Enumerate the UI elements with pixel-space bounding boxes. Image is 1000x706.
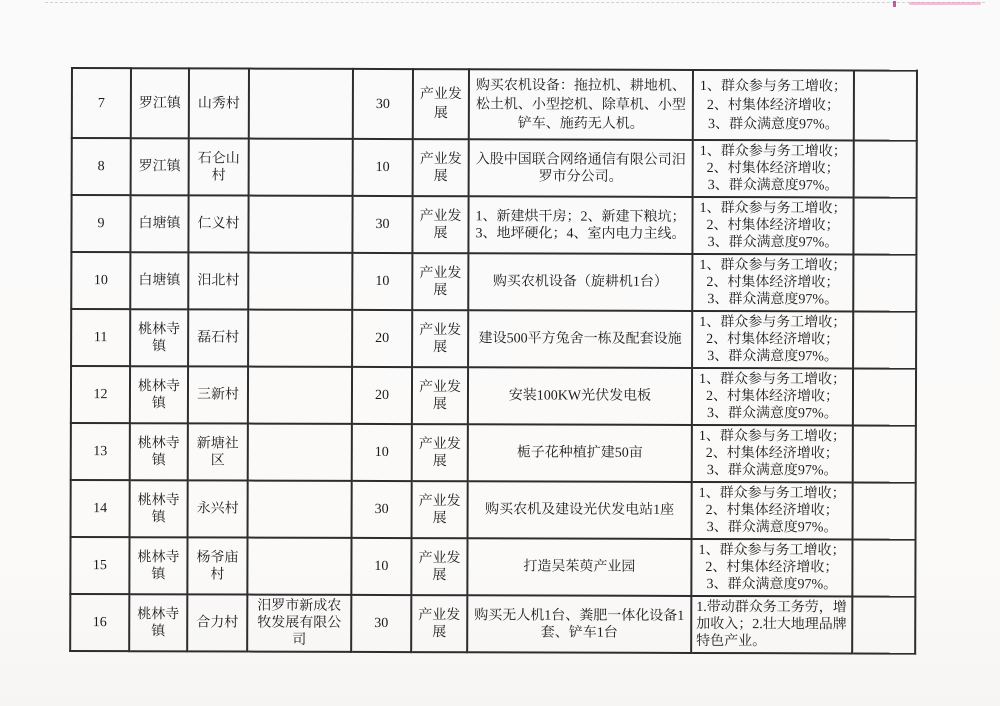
cell-company: 汨罗市新成农牧发展有限公司: [247, 595, 351, 652]
cell-no: 11: [71, 309, 130, 366]
pink-streak-artifact: [909, 2, 981, 5]
cell-category: 产业发展: [412, 253, 468, 310]
cell-note: [853, 254, 916, 311]
cell-outcomes: 1、群众参与务工增收； 2、村集体经济增收； 3、群众满意度97%。: [692, 368, 853, 426]
table-row: [71, 309, 916, 369]
cell-category: 产业发展: [412, 196, 468, 253]
cell-category: 产业发展: [413, 69, 469, 139]
cell-project: 购买无人机1台、粪肥一体化设备1套、铲车1台: [467, 595, 691, 653]
cell-note: [853, 368, 916, 425]
cell-village: 新塘社区: [188, 423, 248, 480]
cell-outcomes: 1、群众参与务工增收； 2、村集体经济增收； 3、群众满意度97%。: [691, 539, 852, 597]
cell-category: 产业发展: [412, 310, 468, 367]
cell-note: [853, 425, 916, 482]
cell-company: [249, 139, 353, 196]
cell-note: [852, 539, 915, 596]
cell-amount: 10: [352, 424, 412, 481]
cell-project: 1、新建烘干房；2、新建下粮坑；3、地坪硬化；4、室内电力主线。: [468, 196, 692, 254]
cell-project: 打造吴茱萸产业园: [467, 538, 691, 596]
funding-projects-table: [69, 67, 918, 655]
cell-town: 桃林寺镇: [129, 537, 187, 594]
cell-company: [248, 196, 352, 253]
cell-no: 7: [72, 68, 131, 138]
cell-category: 产业发展: [412, 367, 468, 424]
cell-project: 栀子花种植扩建50亩: [468, 424, 692, 482]
cell-town: 罗江镇: [131, 68, 189, 138]
cell-outcomes: 1、群众参与务工增收； 2、村集体经济增收； 3、群众满意度97%。: [692, 197, 853, 255]
table-row: [71, 252, 916, 312]
cell-no: 9: [71, 195, 130, 252]
cell-town: 桃林寺镇: [130, 366, 188, 423]
cell-town: 白塘镇: [130, 195, 188, 252]
cell-company: [248, 253, 352, 310]
cell-note: [854, 70, 917, 140]
cell-outcomes: 1、群众参与务工增收； 2、村集体经济增收； 3、群众满意度97%。: [692, 254, 853, 312]
cell-village: 三新村: [188, 366, 248, 423]
cell-amount: 30: [353, 69, 413, 139]
cell-town: 桃林寺镇: [129, 594, 187, 651]
cell-town: 桃林寺镇: [130, 480, 188, 537]
cell-outcomes: 1、群众参与务工增收； 2、村集体经济增收； 3、群众满意度97%。: [693, 140, 854, 198]
cell-village: 仁义村: [188, 195, 248, 252]
cell-project: 购买农机及建设光伏发电站1座: [468, 481, 692, 539]
magenta-mark-artifact: [893, 1, 896, 7]
cell-outcomes: 1、群众参与务工增收； 2、村集体经济增收； 3、群众满意度97%。: [693, 70, 854, 141]
table-row: [71, 195, 916, 255]
cell-note: [852, 596, 915, 653]
cell-note: [854, 140, 917, 197]
cell-town: 桃林寺镇: [130, 423, 188, 480]
cell-company: [248, 481, 352, 538]
cell-no: 15: [70, 537, 129, 594]
table-body: [70, 68, 917, 654]
cell-company: [248, 424, 352, 481]
cell-amount: 20: [352, 367, 412, 424]
table-row: [71, 423, 916, 483]
cell-project: 入股中国联合网络通信有限公司汨罗市分公司。: [469, 139, 693, 197]
cell-no: 8: [72, 138, 131, 195]
table-row: [70, 594, 915, 654]
cell-project: 安装100KW光伏发电板: [468, 367, 692, 425]
cell-note: [853, 482, 916, 539]
cell-category: 产业发展: [411, 595, 467, 652]
cell-village: 石仑山村: [189, 138, 249, 195]
cell-company: [248, 367, 352, 424]
cell-village: 杨爷庙村: [187, 537, 247, 594]
cell-no: 10: [71, 252, 130, 309]
cell-amount: 10: [353, 139, 413, 196]
cell-category: 产业发展: [412, 481, 468, 538]
cell-project: 建设500平方兔舍一栋及配套设施: [468, 310, 692, 368]
cell-village: 山秀村: [189, 68, 249, 138]
cell-amount: 10: [352, 253, 412, 310]
cell-no: 14: [71, 480, 130, 537]
cell-amount: 20: [352, 310, 412, 367]
cell-village: 磊石村: [188, 309, 248, 366]
cell-amount: 30: [351, 595, 411, 652]
cell-town: 白塘镇: [130, 252, 188, 309]
cell-company: [248, 310, 352, 367]
cell-company: [249, 69, 353, 139]
cell-town: 罗江镇: [131, 138, 189, 195]
cell-outcomes: 1、群众参与务工增收； 2、村集体经济增收； 3、群众满意度97%。: [692, 425, 853, 483]
table-row: [70, 537, 915, 597]
cell-note: [853, 311, 916, 368]
cell-village: 合力村: [187, 594, 247, 651]
cell-town: 桃林寺镇: [130, 309, 188, 366]
cell-no: 13: [71, 423, 130, 480]
cell-category: 产业发展: [412, 424, 468, 481]
cell-project: 购买农机设备：拖拉机、耕地机、松土机、小型挖机、除草机、小型铲车、施药无人机。: [469, 69, 693, 140]
cell-village: 汨北村: [188, 252, 248, 309]
cell-company: [247, 538, 351, 595]
table-row: [72, 68, 917, 141]
cell-outcomes: 1、群众参与务工增收； 2、村集体经济增收； 3、群众满意度97%。: [692, 311, 853, 369]
cell-no: 16: [70, 594, 129, 651]
cell-outcomes: 1、群众参与务工增收； 2、村集体经济增收； 3、群众满意度97%。: [692, 482, 853, 540]
scan-streak-artifact: [45, 2, 985, 3]
cell-outcomes: 1.带动群众务工务劳，增加收入；2.壮大地理品牌特色产业。: [691, 596, 852, 654]
cell-amount: 10: [351, 538, 411, 595]
cell-category: 产业发展: [413, 139, 469, 196]
cell-note: [853, 197, 916, 254]
cell-village: 永兴村: [188, 480, 248, 537]
cell-amount: 30: [352, 481, 412, 538]
table-row: [72, 138, 917, 198]
cell-project: 购买农机设备（旋耕机1台）: [468, 253, 692, 311]
cell-no: 12: [71, 366, 130, 423]
table-row: [71, 366, 916, 426]
table-row: [71, 480, 916, 540]
cell-amount: 30: [352, 196, 412, 253]
cell-category: 产业发展: [411, 538, 467, 595]
